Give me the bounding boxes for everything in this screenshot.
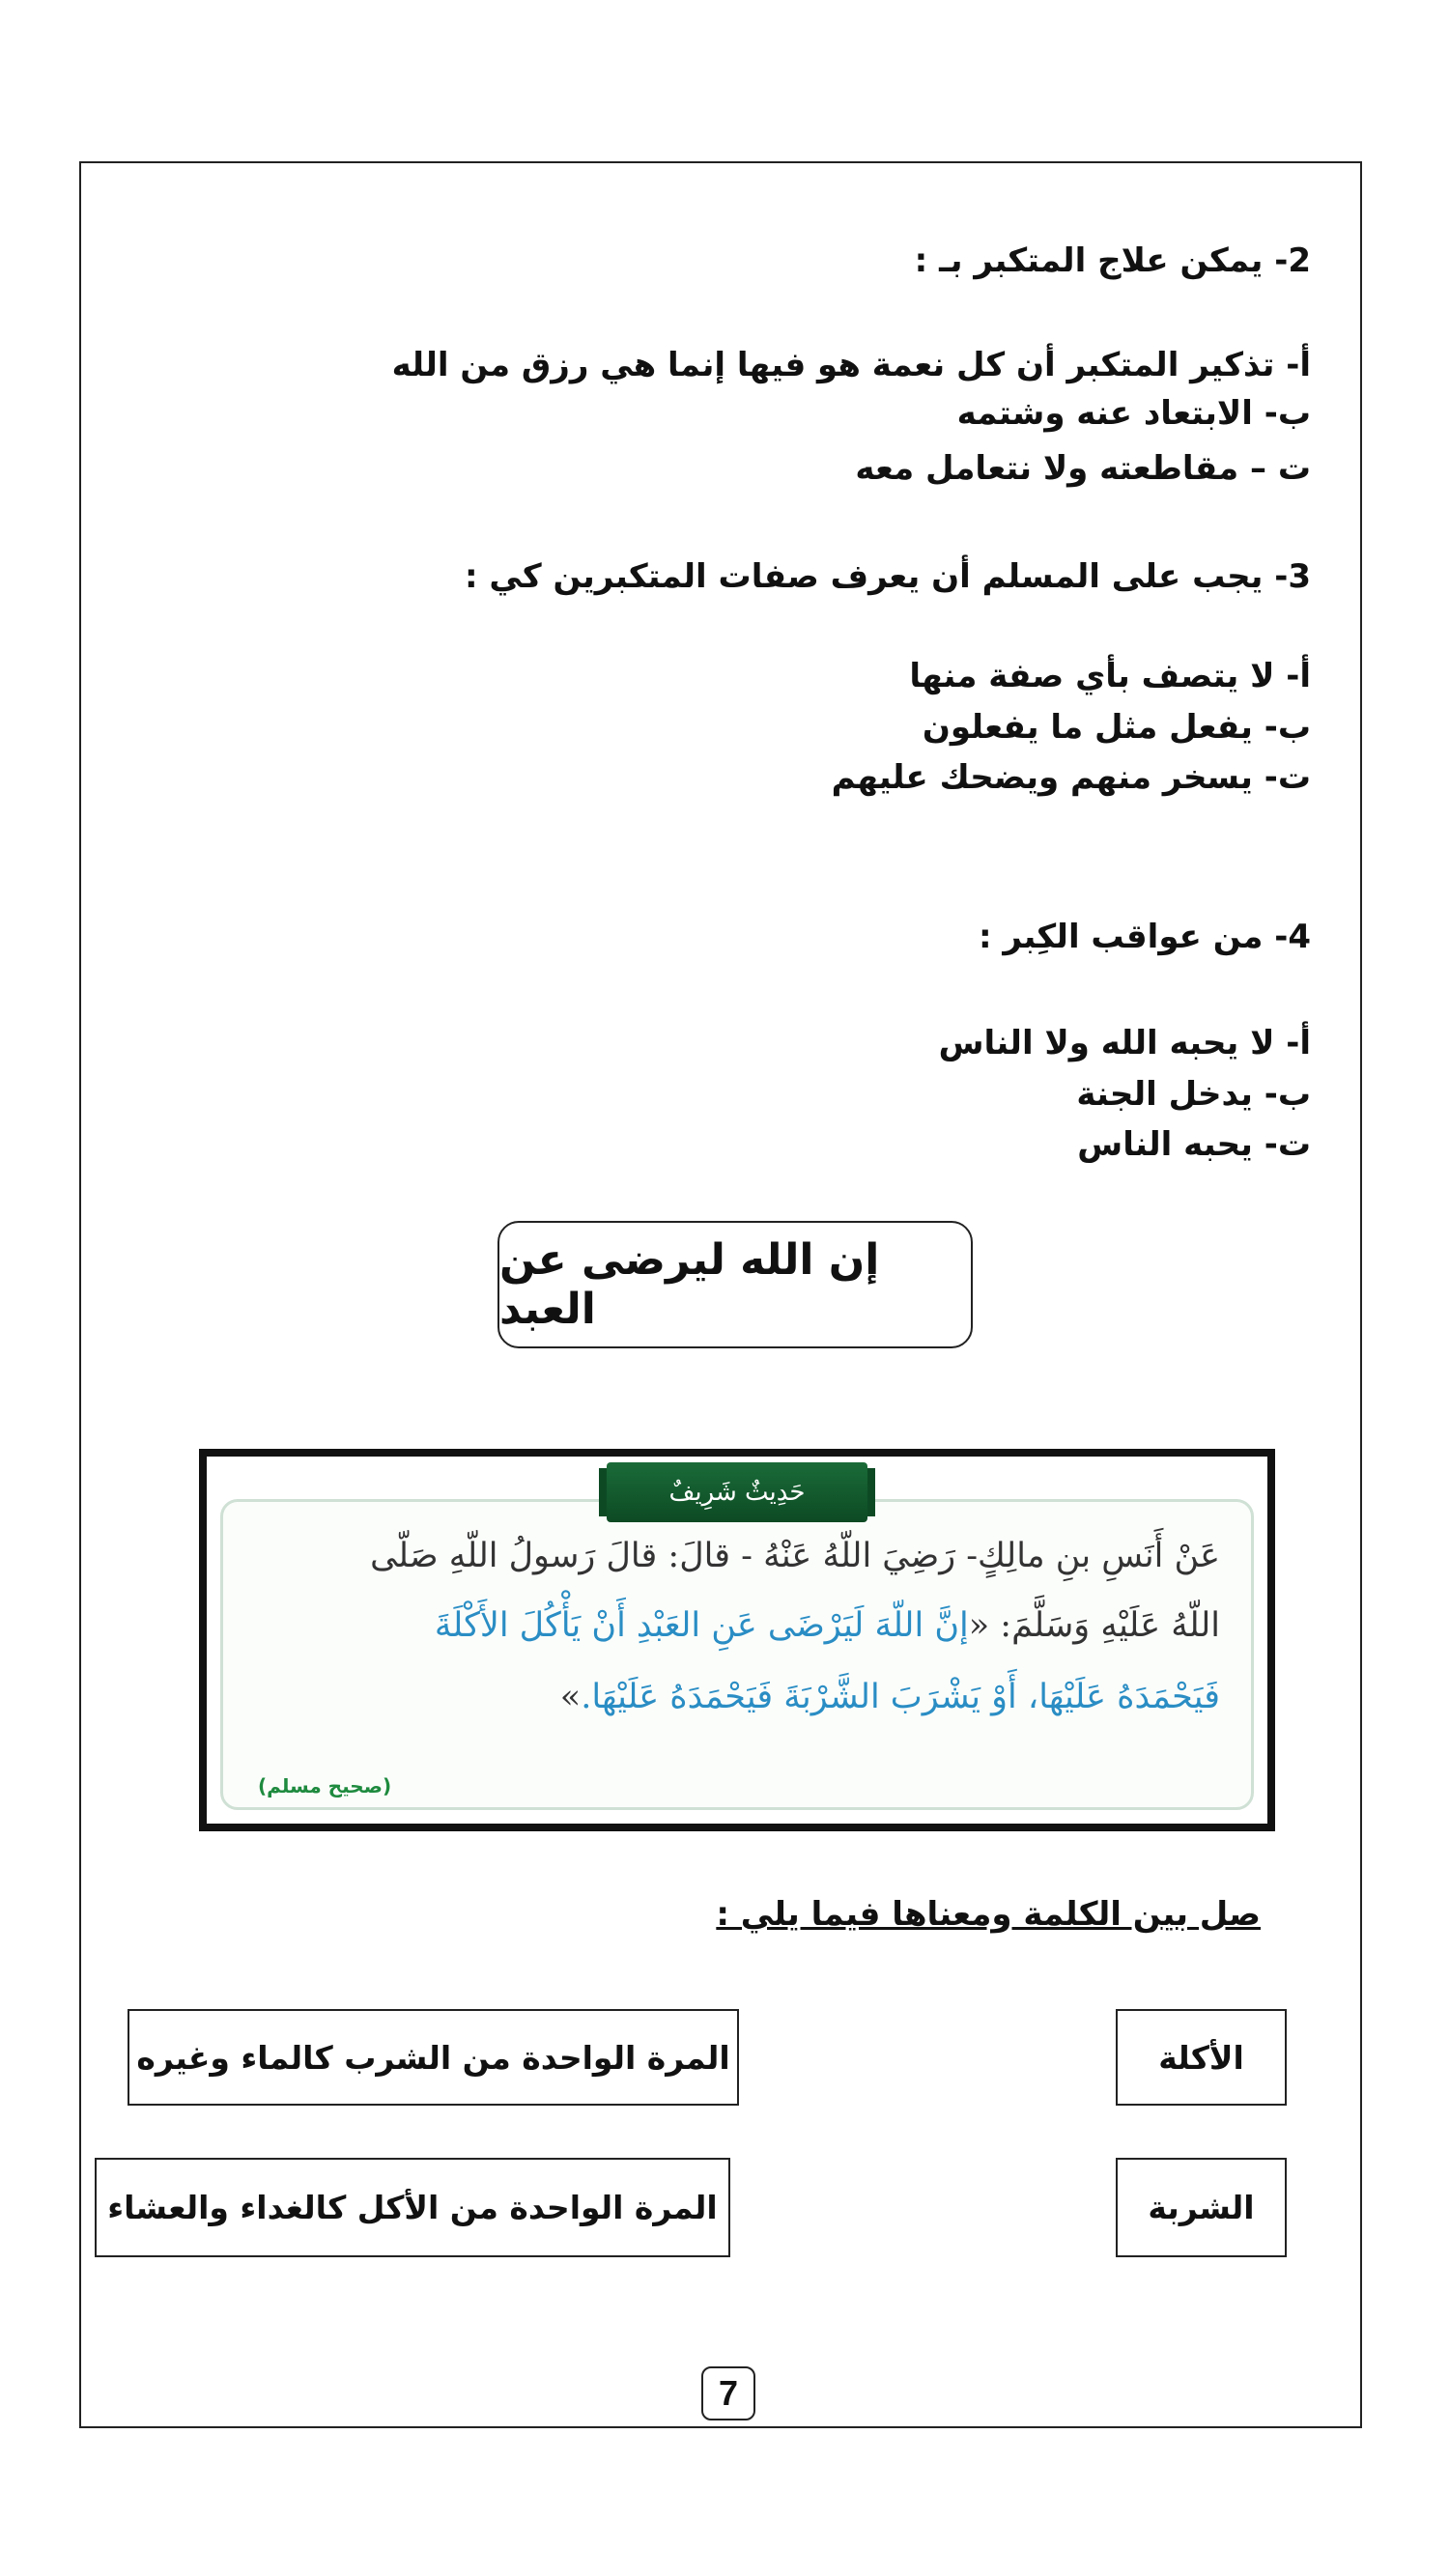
word-box-2[interactable] <box>1116 2158 1287 2257</box>
word-box-1[interactable] <box>1116 2009 1287 2106</box>
question-4-option-c: ت- يحبه الناس <box>1077 1125 1311 1164</box>
hadith-tag <box>607 1462 867 1522</box>
hadith-card <box>199 1449 1275 1831</box>
question-3-option-a: أ- لا يتصف بأي صفة منها <box>909 657 1311 695</box>
question-3-option-b: ب- يفعل مثل ما يفعلون <box>922 708 1311 747</box>
lesson-title-banner <box>497 1221 973 1348</box>
question-2-option-a: أ- تذكير المتكبر أن كل نعمة هو فيها إنما هي رزق من الله <box>391 346 1311 384</box>
hadith-line-2-plain: اللّهُ عَلَيْهِ وَسَلَّمَ: « <box>968 1606 1220 1645</box>
question-4-title: 4- من عواقب الكِبر : <box>978 918 1311 956</box>
hadith-line-1: عَنْ أَنَسِ بنِ مالِكٍ- رَضِيَ اللّهُ عَنْهُ - قالَ: قالَ رَسولُ اللّهِ صَلّى <box>370 1537 1220 1575</box>
word-2-text: الشربة <box>1148 2189 1255 2226</box>
question-2-option-c: ت – مقاطعته ولا نتعامل معه <box>855 449 1311 488</box>
word-1-text: الأكلة <box>1158 2038 1244 2077</box>
question-3-title: 3- يجب على المسلم أن يعرف صفات المتكبرين كي : <box>465 557 1311 596</box>
hadith-line-2-quote: إنَّ اللّهَ لَيَرْضَى عَنِ العَبْدِ أَنْ يَأْكُلَ الأَكْلَةَ <box>434 1606 969 1645</box>
meaning-box-1[interactable] <box>128 2009 739 2106</box>
hadith-inner-panel <box>220 1499 1254 1810</box>
meaning-1-text: المرة الواحدة من الشرب كالماء وغيره <box>136 2038 730 2077</box>
question-3-option-c: ت- يسخر منهم ويضحك عليهم <box>831 758 1311 797</box>
hadith-line-2 <box>254 1606 1220 1645</box>
hadith-line-3-quote: فَيَحْمَدَهُ عَلَيْهَا، أَوْ يَشْرَبَ الشَّرْبَةَ فَيَحْمَدَهُ عَلَيْهَا. <box>581 1678 1220 1716</box>
hadith-tag-label: حَدِيثٌ شَرِيفٌ <box>668 1478 806 1507</box>
meaning-box-2[interactable] <box>95 2158 730 2257</box>
page-number: 7 <box>701 2366 755 2420</box>
question-2-title: 2- يمكن علاج المتكبر بـ : <box>914 241 1311 280</box>
hadith-line-3 <box>254 1678 1220 1716</box>
question-2-option-b: ب- الابتعاد عنه وشتمه <box>956 394 1311 433</box>
matching-title: صل بين الكلمة ومعناها فيما يلي : <box>716 1895 1261 1934</box>
hadith-source: (صحيح مسلم) <box>258 1774 392 1798</box>
hadith-line-3-end: » <box>559 1678 582 1716</box>
question-4-option-a: أ- لا يحبه الله ولا الناس <box>938 1024 1311 1062</box>
question-4-option-b: ب- يدخل الجنة <box>1076 1075 1311 1114</box>
lesson-title-text: إن الله ليرضى عن العبد <box>499 1235 880 1334</box>
meaning-2-text: المرة الواحدة من الأكل كالغداء والعشاء <box>107 2189 718 2226</box>
